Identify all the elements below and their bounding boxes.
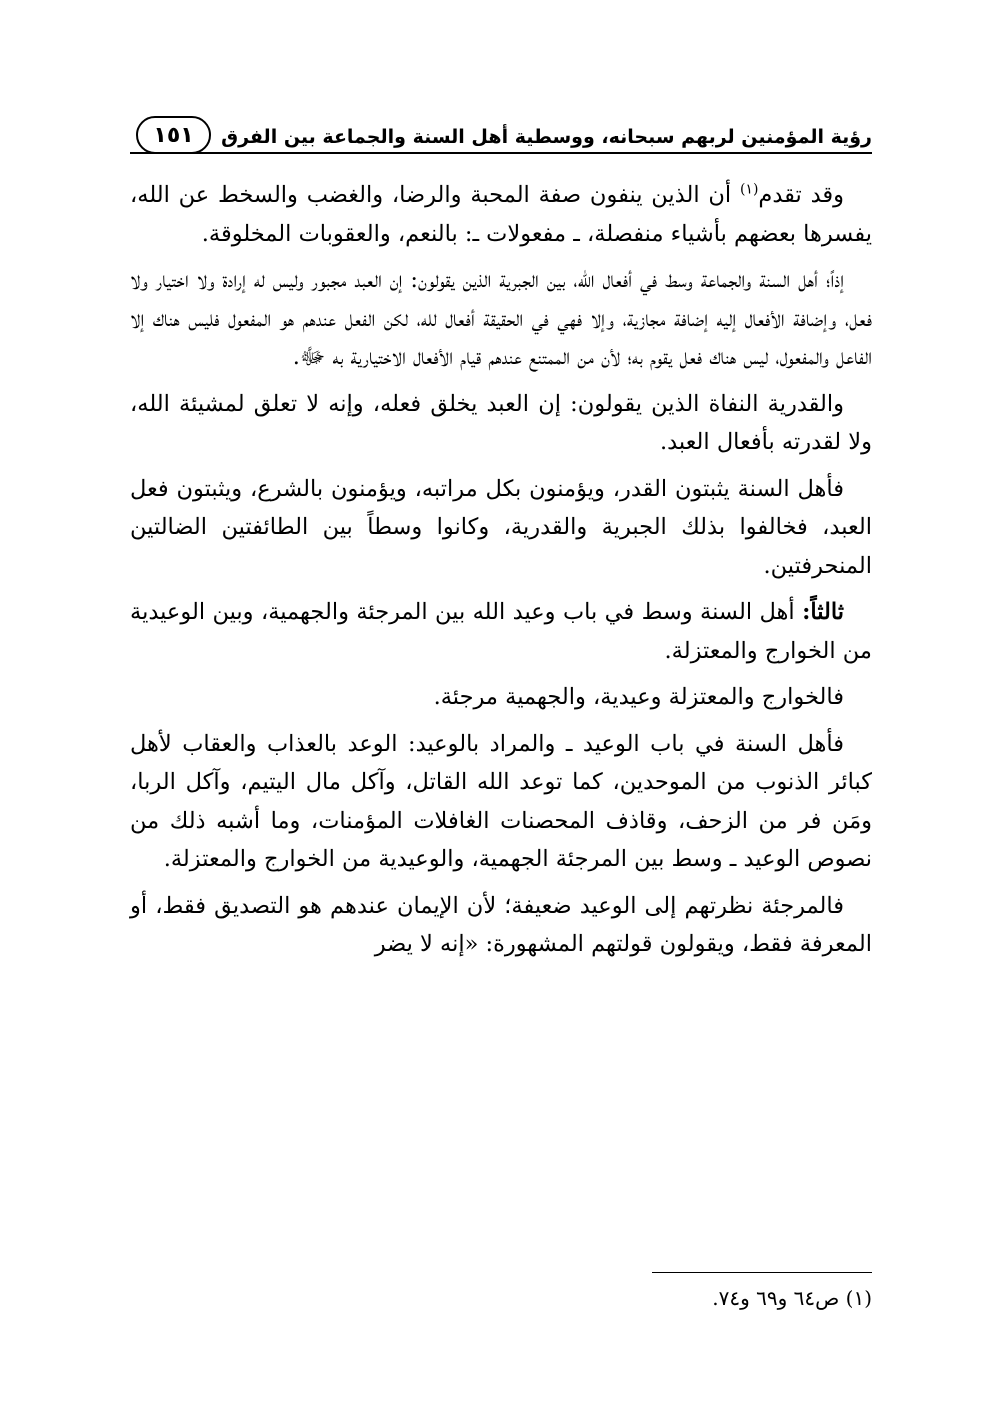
book-page xyxy=(130,108,872,1348)
paragraph-4 xyxy=(130,470,872,586)
paragraph-4-text: فأهل السنة يثبتون القدر، ويؤمنون بكل مراتبه، ويؤمنون بالشرع، ويثبتون فعل العبد، فخالفوا بذلك الجبرية والقدرية، وكانوا وسطاً بين الطائفتين الضالتين المنحرفتين. xyxy=(130,475,872,579)
paragraph-5-text: أهل السنة وسط في باب وعيد الله بين المرجئة والجهمية، وبين الوعيدية من الخوارج والمعتزلة. xyxy=(130,599,872,664)
body-text xyxy=(130,176,872,964)
paragraph-1-text-b: أن الذين ينفون صفة المحبة والرضا، والغضب والسخط عن الله، يفسرها بعضهم بأشياء منفصلة، ـ مفعولات ـ: بالنعم، والعقوبات المخلوقة. xyxy=(130,182,872,247)
paragraph-7 xyxy=(130,725,872,879)
paragraph-8 xyxy=(130,887,872,964)
paragraph-1-text-a: وقد تقدم xyxy=(758,182,845,208)
paragraph-6-text: فالخوارج والمعتزلة وعيدية، والجهمية مرجئة. xyxy=(433,684,844,710)
running-title: رؤية المؤمنين لربهم سبحانه، ووسطية أهل السنة والجماعة بين الفرق xyxy=(221,126,872,148)
page-header xyxy=(130,108,872,154)
paragraph-3 xyxy=(130,385,872,462)
paragraph-8-text: فالمرجئة نظرتهم إلى الوعيد ضعيفة؛ لأن الإيمان عندهم هو التصديق فقط، أو المعرفة فقط، ويقولون قولتهم المشهورة: «إنه لا يضر xyxy=(130,892,872,957)
header-title-wrap xyxy=(215,126,872,154)
paragraph-1 xyxy=(130,176,872,253)
paragraph-5-lead: ثالثاً: xyxy=(802,599,844,625)
paragraph-7-text: فأهل السنة في باب الوعيد ـ والمراد بالوعيد: الوعد بالعذاب والعقاب لأهل كبائر الذنوب من الموحدين، كما توعد الله القاتل، وآكل مال اليتيم، وآكل الربا، ومَن فر من الزحف، وقاذف المحصنات الغافلات المؤمنات، وما أشبه ذلك من نصوص الوعيد ـ وسط بين المرجئة الجهمية، والوعيدية من الخوارج والمعتزلة. xyxy=(130,730,872,872)
page-number: ١٥١ xyxy=(136,116,211,154)
paragraph-6 xyxy=(130,678,872,717)
footnote-separator xyxy=(652,1272,872,1273)
paragraph-3-text: والقدرية النفاة الذين يقولون: إن العبد يخلق فعله، وإنه لا تعلق لمشيئة الله، ولا لقدرته بأفعال العبد. xyxy=(130,390,872,455)
footnote-ref-1: (١) xyxy=(739,181,759,198)
footnote-1: (١) ص٦٤ و٦٩ و٧٤. xyxy=(712,1286,872,1310)
header-underline xyxy=(130,152,872,154)
paragraph-5 xyxy=(130,593,872,670)
paragraph-2 xyxy=(130,261,872,377)
paragraph-2-text: إذاً؛ أهل السنة والجماعة وسط في أفعال الله، بين الجبرية الذين يقولون: إن العبد مجبور وليس له إرادة ولا اختيار ولا فعل، وإضافة الأفعال إليه إضافة مجازية، وإلا فهي في الحقيقة أفعال لله، لكن الفعل عندهم هو المفعول فليس هناك إلا الفاعل والمفعول، ليس هناك فعل يقوم به؛ لأن من الممتنع عندهم قيام الأفعال الاختيارية به ﷻ. xyxy=(130,267,872,370)
